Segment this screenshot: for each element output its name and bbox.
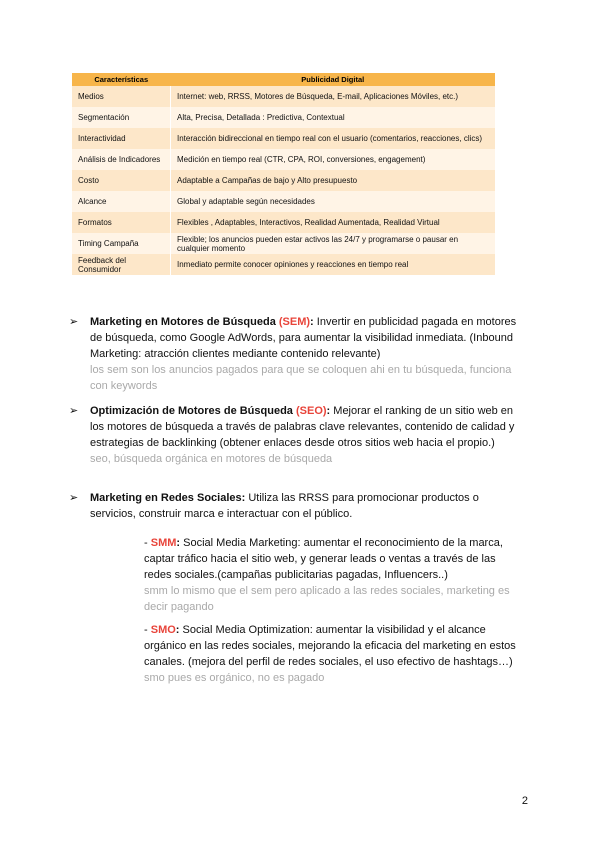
sub-item-smo	[144, 622, 524, 686]
table-cell-label: Feedback del Consumidor	[72, 254, 171, 275]
table-cell-value: Alta, Precisa, Detallada : Predictiva, Contextual	[171, 107, 496, 128]
table-row	[72, 170, 495, 191]
table-header-row	[72, 73, 495, 86]
table-row	[72, 128, 495, 149]
table-row	[72, 107, 495, 128]
table-row	[72, 191, 495, 212]
smo-abbreviation: SMO	[150, 624, 176, 636]
sem-colon: :	[310, 316, 314, 328]
bullet-seo	[69, 403, 520, 467]
table-cell-label: Interactividad	[72, 128, 171, 149]
table-cell-label: Formatos	[72, 212, 171, 233]
smo-note: smo pues es orgánico, no es pagado	[144, 672, 325, 684]
table-row	[72, 254, 495, 275]
table-cell-label: Alcance	[72, 191, 171, 212]
table-row	[72, 86, 495, 107]
comparison-table	[72, 73, 495, 275]
table-cell-value: Interacción bidireccional en tiempo real con el usuario (comentarios, reacciones, clics)	[171, 128, 496, 149]
smm-dash: -	[144, 537, 151, 549]
comparison-table-container	[72, 73, 495, 275]
table-cell-value: Adaptable a Campañas de bajo y Alto presupuesto	[171, 170, 496, 191]
sem-abbreviation: (SEM)	[278, 316, 311, 328]
table-header-characteristics: Características	[72, 73, 171, 86]
table-cell-value: Medición en tiempo real (CTR, CPA, ROI, conversiones, engagement)	[171, 149, 496, 170]
table-row	[72, 149, 495, 170]
smm-colon: :	[176, 537, 181, 549]
table-row	[72, 233, 495, 254]
smm-note: smm lo mismo que el sem pero aplicado a las redes sociales, marketing es decir pagando	[144, 585, 510, 613]
seo-abbreviation: (SEO)	[295, 405, 327, 417]
table-cell-label: Timing Campaña	[72, 233, 171, 254]
smm-abbreviation: SMM	[150, 537, 177, 549]
sem-note: los sem son los anuncios pagados para que se coloquen ahi en tu búsqueda, funciona con keywords	[90, 364, 512, 392]
seo-description: Mejorar el ranking de un sitio web en los motores de búsqueda a través de palabras clave relevantes, contenido de calidad y estrategias de backlinking (obtener enlaces desde otros sitios web hacia el propio.)	[90, 405, 515, 449]
sem-description: Invertir en publicidad pagada en motores de búsqueda, como Google AdWords, para aumentar la visibilidad inmediata. (Inbound Marketing: atracción clientes mediante contenido relevante)	[90, 316, 517, 360]
table-header-digital-advertising: Publicidad Digital	[171, 73, 496, 86]
table-cell-label: Análisis de Indicadores	[72, 149, 171, 170]
bullet-sem	[69, 314, 520, 394]
table-cell-value: Global y adaptable según necesidades	[171, 191, 496, 212]
arrow-bullet-icon: ➢	[69, 316, 79, 328]
table-cell-label: Costo	[72, 170, 171, 191]
seo-colon: :	[326, 405, 331, 417]
smo-dash: -	[144, 624, 151, 636]
table-cell-value: Internet: web, RRSS, Motores de Búsqueda, E-mail, Aplicaciones Móviles, etc.)	[171, 86, 496, 107]
sem-title: Marketing en Motores de Búsqueda	[90, 316, 276, 328]
page-number: 2	[521, 795, 528, 807]
table-cell-label: Segmentación	[72, 107, 171, 128]
bullet-social-media	[69, 490, 520, 522]
arrow-bullet-icon: ➢	[69, 492, 79, 504]
seo-title: Optimización de Motores de Búsqueda	[90, 405, 293, 417]
table-cell-label: Medios	[72, 86, 171, 107]
smm-description: Social Media Marketing: aumentar el reconocimiento de la marca, captar tráfico hacia el sitio web, y generar leads o ventas a través de las redes sociales.(campañas publicitarias pagadas, Influencers..)	[144, 537, 503, 581]
smo-description: Social Media Optimization: aumentar la visibilidad y el alcance orgánico en las redes sociales, mejorando la eficacia del marketing en estos canales. (mejora del perfil de redes sociales, el uso efectivo de hashtags…)	[144, 624, 516, 668]
sub-item-smm	[144, 535, 524, 615]
arrow-bullet-icon: ➢	[69, 405, 79, 417]
table-row	[72, 212, 495, 233]
smo-colon: :	[175, 624, 180, 636]
table-cell-value: Flexible; los anuncios pueden estar activos las 24/7 y programarse o pausar en cualquier momento	[171, 233, 496, 254]
social-title: Marketing en Redes Sociales:	[90, 492, 246, 504]
seo-note: seo, búsqueda orgánica en motores de búsqueda	[90, 453, 333, 465]
social-description: Utiliza las RRSS para promocionar productos o servicios, construir marca e interactuar con el público.	[90, 492, 479, 520]
table-cell-value: Inmediato permite conocer opiniones y reacciones en tiempo real	[171, 254, 496, 275]
table-cell-value: Flexibles , Adaptables, Interactivos, Realidad Aumentada, Realidad Virtual	[171, 212, 496, 233]
